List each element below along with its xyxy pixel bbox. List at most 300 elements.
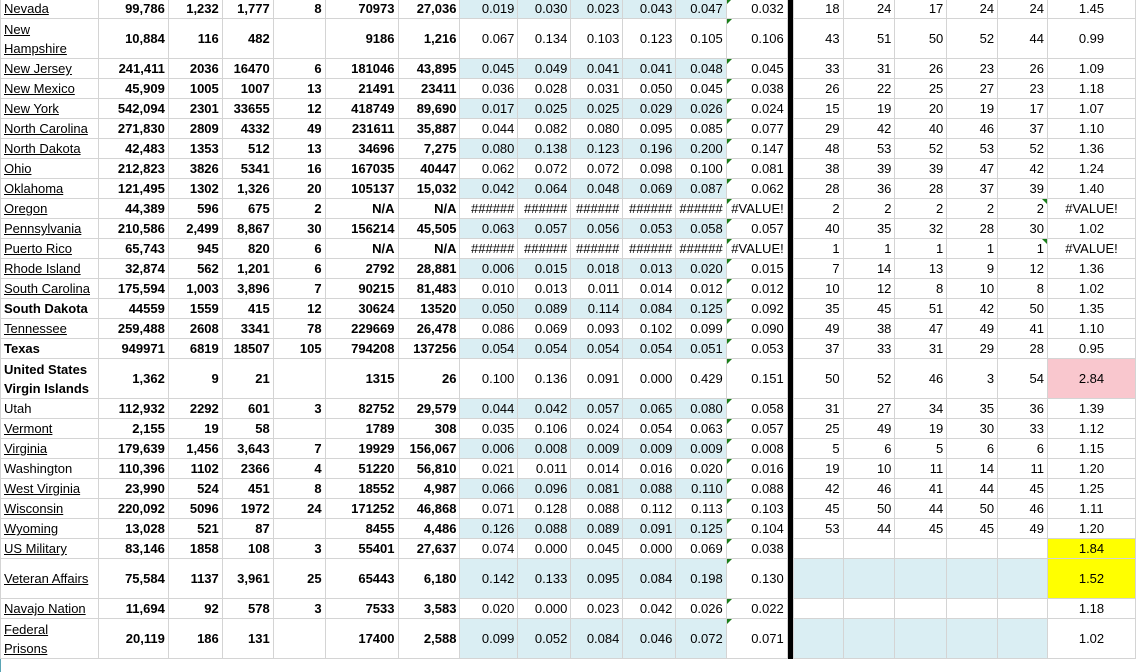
cell-rank-2[interactable] (843, 599, 895, 619)
cell-average-rate[interactable] (726, 359, 787, 399)
cell-rate-3[interactable]: 0.072 (571, 159, 623, 179)
hyperlink[interactable]: Wisconsin (4, 501, 64, 516)
cell-rank-5[interactable]: 52 (998, 139, 1048, 159)
cell-count-3[interactable]: 3,643 (222, 439, 273, 459)
cell-ratio[interactable]: #VALUE! (1048, 239, 1136, 259)
cell-rate-1[interactable]: 0.019 (460, 0, 518, 19)
cell-rank-5[interactable] (998, 619, 1048, 659)
cell-count-4[interactable]: 3 (273, 599, 325, 619)
cell-rate-4[interactable]: 0.013 (623, 259, 676, 279)
cell-rate-5[interactable]: ###### (676, 199, 726, 219)
cell-rate-4[interactable]: 0.054 (623, 339, 676, 359)
cell-rate-1[interactable]: 0.086 (460, 319, 518, 339)
cell-rate-1[interactable]: 0.100 (460, 359, 518, 399)
cell-average-rate[interactable] (726, 19, 787, 59)
cell-rate-1[interactable]: 0.099 (460, 619, 518, 659)
cell-rank-5[interactable]: 37 (998, 119, 1048, 139)
cell-rank-4[interactable] (947, 599, 998, 619)
cell-rate-1[interactable]: 0.062 (460, 159, 518, 179)
cell-count-3[interactable]: 601 (222, 399, 273, 419)
cell-count-3[interactable]: 415 (222, 299, 273, 319)
hyperlink[interactable]: North Dakota (4, 141, 81, 156)
cell-rate-5[interactable]: 0.125 (676, 299, 726, 319)
cell-rank-5[interactable]: 50 (998, 299, 1048, 319)
cell-count-5[interactable]: 34696 (325, 139, 398, 159)
cell-rate-4[interactable]: 0.014 (623, 279, 676, 299)
cell-count-3[interactable]: 675 (222, 199, 273, 219)
cell-rate-2[interactable]: 0.069 (518, 319, 571, 339)
cell-average-rate[interactable] (726, 519, 787, 539)
cell-rate-2[interactable]: ###### (518, 199, 571, 219)
cell-rate-1[interactable]: 0.080 (460, 139, 518, 159)
cell-count-2[interactable]: 1,456 (168, 439, 222, 459)
cell-count-3[interactable]: 1972 (222, 499, 273, 519)
cell-rate-3[interactable]: 0.048 (571, 179, 623, 199)
cell-rank-1[interactable]: 49 (793, 319, 843, 339)
cell-rank-3[interactable]: 20 (895, 99, 947, 119)
cell-count-4[interactable]: 4 (273, 459, 325, 479)
cell-count-5[interactable]: 1315 (325, 359, 398, 399)
cell-rank-4[interactable]: 44 (947, 479, 998, 499)
cell-rate-4[interactable]: 0.095 (623, 119, 676, 139)
cell-rate-2[interactable]: 0.000 (518, 539, 571, 559)
cell-count-2[interactable]: 1005 (168, 79, 222, 99)
hyperlink[interactable]: New Jersey (4, 61, 72, 76)
cell-count-4[interactable]: 3 (273, 539, 325, 559)
cell-rank-1[interactable] (793, 539, 843, 559)
cell-rank-5[interactable]: 39 (998, 179, 1048, 199)
cell-rate-5[interactable]: 0.051 (676, 339, 726, 359)
cell-count-5[interactable]: 105137 (325, 179, 398, 199)
hyperlink[interactable]: Virginia (4, 441, 48, 456)
cell-rank-4[interactable]: 42 (947, 299, 998, 319)
cell-count-3[interactable]: 18507 (222, 339, 273, 359)
cell-count-2[interactable]: 186 (168, 619, 222, 659)
cell-rank-3[interactable]: 47 (895, 319, 947, 339)
cell-jurisdiction-name[interactable] (1, 0, 99, 19)
cell-count-2[interactable]: 2809 (168, 119, 222, 139)
cell-rate-1[interactable]: 0.036 (460, 79, 518, 99)
cell-rank-3[interactable]: 8 (895, 279, 947, 299)
cell-rate-5[interactable]: 0.012 (676, 279, 726, 299)
cell-rate-1[interactable]: ###### (460, 239, 518, 259)
cell-rank-3[interactable]: 25 (895, 79, 947, 99)
cell-count-4[interactable]: 12 (273, 99, 325, 119)
cell-rate-4[interactable]: 0.065 (623, 399, 676, 419)
cell-rate-4[interactable]: 0.050 (623, 79, 676, 99)
cell-rate-2[interactable]: 0.052 (518, 619, 571, 659)
cell-rank-4[interactable]: 50 (947, 499, 998, 519)
cell-rate-1[interactable]: 0.126 (460, 519, 518, 539)
cell-count-1[interactable]: 112,932 (98, 399, 168, 419)
cell-rank-1[interactable]: 18 (793, 0, 843, 19)
cell-ratio[interactable]: 1.35 (1048, 299, 1136, 319)
cell-count-5[interactable]: 7533 (325, 599, 398, 619)
cell-rate-2[interactable]: 0.138 (518, 139, 571, 159)
cell-rank-2[interactable] (843, 559, 895, 599)
cell-rank-1[interactable]: 31 (793, 399, 843, 419)
cell-rank-2[interactable] (843, 619, 895, 659)
cell-rank-2[interactable]: 19 (843, 99, 895, 119)
cell-count-1[interactable]: 65,743 (98, 239, 168, 259)
cell-count-4[interactable]: 25 (273, 559, 325, 599)
cell-rate-3[interactable]: 0.045 (571, 539, 623, 559)
cell-rate-3[interactable]: 0.011 (571, 279, 623, 299)
cell-jurisdiction-name[interactable] (1, 59, 99, 79)
cell-count-6[interactable]: 6,180 (398, 559, 460, 599)
cell-rate-4[interactable]: 0.000 (623, 539, 676, 559)
cell-jurisdiction-name[interactable] (1, 519, 99, 539)
cell-rank-3[interactable]: 13 (895, 259, 947, 279)
cell-count-3[interactable]: 108 (222, 539, 273, 559)
cell-rate-4[interactable]: 0.042 (623, 599, 676, 619)
cell-ratio[interactable]: 1.12 (1048, 419, 1136, 439)
cell-count-5[interactable]: 181046 (325, 59, 398, 79)
cell-rank-4[interactable] (947, 539, 998, 559)
cell-rate-3[interactable]: 0.056 (571, 219, 623, 239)
cell-rank-1[interactable]: 26 (793, 79, 843, 99)
cell-count-6[interactable]: 13520 (398, 299, 460, 319)
cell-jurisdiction-name[interactable] (1, 279, 99, 299)
hyperlink[interactable]: North Carolina (4, 121, 88, 136)
cell-count-2[interactable]: 1137 (168, 559, 222, 599)
cell-count-2[interactable]: 1,232 (168, 0, 222, 19)
cell-rank-2[interactable]: 12 (843, 279, 895, 299)
cell-rate-1[interactable]: 0.074 (460, 539, 518, 559)
cell-count-4[interactable] (273, 419, 325, 439)
cell-count-1[interactable]: 10,884 (98, 19, 168, 59)
cell-average-rate[interactable] (726, 499, 787, 519)
cell-rank-5[interactable]: 26 (998, 59, 1048, 79)
cell-average-rate[interactable] (726, 119, 787, 139)
cell-count-2[interactable]: 2292 (168, 399, 222, 419)
cell-count-4[interactable]: 16 (273, 159, 325, 179)
cell-count-4[interactable] (273, 519, 325, 539)
cell-count-5[interactable]: N/A (325, 199, 398, 219)
cell-count-5[interactable]: 229669 (325, 319, 398, 339)
cell-rank-5[interactable]: 28 (998, 339, 1048, 359)
cell-rate-5[interactable]: 0.087 (676, 179, 726, 199)
cell-average-rate[interactable] (726, 139, 787, 159)
cell-rank-1[interactable] (793, 619, 843, 659)
cell-rank-1[interactable]: 50 (793, 359, 843, 399)
cell-rank-4[interactable]: 14 (947, 459, 998, 479)
cell-jurisdiction-name[interactable] (1, 299, 99, 319)
cell-ratio[interactable]: 1.18 (1048, 599, 1136, 619)
cell-count-4[interactable]: 12 (273, 299, 325, 319)
cell-rate-4[interactable]: 0.043 (623, 0, 676, 19)
cell-rank-2[interactable]: 36 (843, 179, 895, 199)
cell-rank-1[interactable]: 38 (793, 159, 843, 179)
cell-rate-2[interactable]: 0.136 (518, 359, 571, 399)
cell-ratio[interactable]: 1.84 (1048, 539, 1136, 559)
cell-rate-3[interactable]: 0.103 (571, 19, 623, 59)
cell-count-3[interactable]: 5341 (222, 159, 273, 179)
hyperlink[interactable]: Puerto Rico (4, 241, 72, 256)
cell-count-2[interactable]: 1353 (168, 139, 222, 159)
cell-rate-4[interactable]: 0.098 (623, 159, 676, 179)
cell-count-5[interactable]: 51220 (325, 459, 398, 479)
cell-rate-3[interactable]: 0.081 (571, 479, 623, 499)
cell-count-4[interactable]: 3 (273, 399, 325, 419)
hyperlink[interactable]: South Carolina (4, 281, 90, 296)
hyperlink[interactable]: Rhode Island (4, 261, 81, 276)
cell-rank-5[interactable] (998, 559, 1048, 599)
cell-count-1[interactable]: 241,411 (98, 59, 168, 79)
cell-rank-5[interactable]: 46 (998, 499, 1048, 519)
cell-count-3[interactable]: 4332 (222, 119, 273, 139)
cell-rate-5[interactable]: 0.072 (676, 619, 726, 659)
cell-rate-5[interactable]: 0.026 (676, 599, 726, 619)
cell-rate-1[interactable]: 0.044 (460, 119, 518, 139)
cell-rate-4[interactable]: 0.046 (623, 619, 676, 659)
cell-average-rate[interactable] (726, 199, 787, 219)
cell-ratio[interactable]: 1.15 (1048, 439, 1136, 459)
cell-count-5[interactable]: 2792 (325, 259, 398, 279)
cell-count-5[interactable]: 171252 (325, 499, 398, 519)
cell-count-1[interactable]: 75,584 (98, 559, 168, 599)
cell-rank-4[interactable]: 10 (947, 279, 998, 299)
cell-count-5[interactable]: 1789 (325, 419, 398, 439)
cell-average-rate[interactable] (726, 559, 787, 599)
cell-rate-3[interactable]: ###### (571, 199, 623, 219)
cell-jurisdiction-name[interactable] (1, 539, 99, 559)
cell-rank-2[interactable]: 50 (843, 499, 895, 519)
cell-rate-4[interactable]: 0.196 (623, 139, 676, 159)
cell-ratio[interactable]: 1.07 (1048, 99, 1136, 119)
cell-rank-4[interactable] (947, 559, 998, 599)
cell-rate-5[interactable]: 0.105 (676, 19, 726, 59)
cell-jurisdiction-name[interactable] (1, 79, 99, 99)
cell-average-rate[interactable] (726, 319, 787, 339)
cell-count-6[interactable]: 27,036 (398, 0, 460, 19)
cell-rank-1[interactable]: 10 (793, 279, 843, 299)
cell-rank-4[interactable]: 24 (947, 0, 998, 19)
cell-count-6[interactable]: 43,895 (398, 59, 460, 79)
cell-average-rate[interactable] (726, 259, 787, 279)
cell-rate-3[interactable]: 0.009 (571, 439, 623, 459)
cell-rate-3[interactable]: 0.054 (571, 339, 623, 359)
cell-rate-2[interactable]: 0.096 (518, 479, 571, 499)
cell-rate-1[interactable]: 0.006 (460, 259, 518, 279)
hyperlink[interactable]: Ohio (4, 161, 32, 176)
cell-count-1[interactable]: 121,495 (98, 179, 168, 199)
cell-average-rate[interactable] (726, 439, 787, 459)
cell-rate-2[interactable]: 0.054 (518, 339, 571, 359)
cell-count-2[interactable]: 1,003 (168, 279, 222, 299)
cell-count-4[interactable]: 24 (273, 499, 325, 519)
cell-count-6[interactable]: 40447 (398, 159, 460, 179)
cell-rank-2[interactable]: 2 (843, 199, 895, 219)
cell-rate-2[interactable]: 0.133 (518, 559, 571, 599)
cell-ratio[interactable]: 1.25 (1048, 479, 1136, 499)
cell-rate-5[interactable]: 0.110 (676, 479, 726, 499)
cell-ratio[interactable]: 1.24 (1048, 159, 1136, 179)
cell-count-3[interactable]: 131 (222, 619, 273, 659)
cell-count-3[interactable]: 3,961 (222, 559, 273, 599)
cell-rank-4[interactable]: 35 (947, 399, 998, 419)
cell-count-1[interactable]: 99,786 (98, 0, 168, 19)
hyperlink[interactable]: Tennessee (4, 321, 67, 336)
cell-count-4[interactable] (273, 359, 325, 399)
cell-average-rate[interactable] (726, 159, 787, 179)
cell-count-4[interactable]: 20 (273, 179, 325, 199)
cell-rank-5[interactable]: 41 (998, 319, 1048, 339)
cell-jurisdiction-name[interactable] (1, 499, 99, 519)
cell-rank-3[interactable] (895, 599, 947, 619)
cell-count-5[interactable]: 9186 (325, 19, 398, 59)
cell-rank-1[interactable]: 5 (793, 439, 843, 459)
cell-rank-5[interactable]: 54 (998, 359, 1048, 399)
cell-jurisdiction-name[interactable] (1, 419, 99, 439)
cell-ratio[interactable]: 1.36 (1048, 139, 1136, 159)
cell-rank-4[interactable]: 47 (947, 159, 998, 179)
cell-rank-5[interactable]: 44 (998, 19, 1048, 59)
cell-count-6[interactable]: 81,483 (398, 279, 460, 299)
cell-ratio[interactable]: #VALUE! (1048, 199, 1136, 219)
cell-rank-5[interactable] (998, 539, 1048, 559)
cell-rank-4[interactable]: 28 (947, 219, 998, 239)
cell-rate-2[interactable]: 0.011 (518, 459, 571, 479)
cell-rank-1[interactable]: 42 (793, 479, 843, 499)
cell-average-rate[interactable] (726, 99, 787, 119)
cell-rate-3[interactable]: 0.080 (571, 119, 623, 139)
cell-rate-1[interactable]: 0.067 (460, 19, 518, 59)
cell-count-6[interactable]: 26 (398, 359, 460, 399)
cell-count-5[interactable]: 18552 (325, 479, 398, 499)
cell-rank-3[interactable]: 41 (895, 479, 947, 499)
cell-count-5[interactable]: 90215 (325, 279, 398, 299)
cell-rank-3[interactable]: 50 (895, 19, 947, 59)
cell-rate-5[interactable]: 0.020 (676, 259, 726, 279)
cell-jurisdiction-name[interactable] (1, 339, 99, 359)
cell-rate-3[interactable]: 0.123 (571, 139, 623, 159)
cell-rank-5[interactable]: 8 (998, 279, 1048, 299)
cell-count-5[interactable]: 82752 (325, 399, 398, 419)
cell-rate-1[interactable]: 0.044 (460, 399, 518, 419)
cell-average-rate[interactable] (726, 239, 787, 259)
cell-rank-2[interactable]: 52 (843, 359, 895, 399)
cell-rate-4[interactable]: 0.053 (623, 219, 676, 239)
cell-count-3[interactable]: 16470 (222, 59, 273, 79)
cell-rate-3[interactable]: 0.025 (571, 99, 623, 119)
cell-rank-5[interactable]: 42 (998, 159, 1048, 179)
cell-count-2[interactable]: 945 (168, 239, 222, 259)
cell-rank-5[interactable] (998, 599, 1048, 619)
cell-count-6[interactable]: 2,588 (398, 619, 460, 659)
cell-count-6[interactable]: 56,810 (398, 459, 460, 479)
cell-count-2[interactable]: 116 (168, 19, 222, 59)
cell-count-3[interactable]: 1,777 (222, 0, 273, 19)
cell-jurisdiction-name[interactable] (1, 119, 99, 139)
cell-count-1[interactable]: 44559 (98, 299, 168, 319)
cell-rank-3[interactable] (895, 619, 947, 659)
cell-rank-2[interactable]: 14 (843, 259, 895, 279)
cell-rate-4[interactable]: 0.102 (623, 319, 676, 339)
cell-count-1[interactable]: 542,094 (98, 99, 168, 119)
cell-rate-3[interactable]: 0.023 (571, 599, 623, 619)
cell-rank-2[interactable]: 6 (843, 439, 895, 459)
cell-rate-1[interactable]: 0.050 (460, 299, 518, 319)
hyperlink[interactable]: Oklahoma (4, 181, 64, 196)
cell-count-4[interactable]: 6 (273, 259, 325, 279)
cell-count-5[interactable]: 21491 (325, 79, 398, 99)
cell-count-1[interactable]: 949971 (98, 339, 168, 359)
cell-rank-4[interactable]: 6 (947, 439, 998, 459)
cell-rank-4[interactable]: 1 (947, 239, 998, 259)
cell-count-1[interactable]: 1,362 (98, 359, 168, 399)
cell-count-1[interactable]: 271,830 (98, 119, 168, 139)
cell-rank-3[interactable]: 19 (895, 419, 947, 439)
cell-jurisdiction-name[interactable] (1, 239, 99, 259)
cell-rank-4[interactable]: 19 (947, 99, 998, 119)
cell-rate-2[interactable]: 0.064 (518, 179, 571, 199)
cell-rate-5[interactable]: 0.085 (676, 119, 726, 139)
cell-rate-2[interactable]: ###### (518, 239, 571, 259)
cell-rate-2[interactable]: 0.015 (518, 259, 571, 279)
cell-count-6[interactable]: 156,067 (398, 439, 460, 459)
cell-count-2[interactable]: 3826 (168, 159, 222, 179)
cell-rank-1[interactable] (793, 559, 843, 599)
cell-rank-3[interactable] (895, 559, 947, 599)
cell-count-2[interactable]: 2608 (168, 319, 222, 339)
cell-rank-1[interactable]: 40 (793, 219, 843, 239)
cell-jurisdiction-name[interactable] (1, 559, 99, 599)
hyperlink[interactable]: Veteran Affairs (4, 571, 89, 586)
cell-count-5[interactable]: N/A (325, 239, 398, 259)
hyperlink[interactable]: New York (4, 101, 59, 116)
cell-count-6[interactable]: 308 (398, 419, 460, 439)
cell-rank-1[interactable]: 48 (793, 139, 843, 159)
cell-count-6[interactable]: 28,881 (398, 259, 460, 279)
cell-rate-4[interactable]: ###### (623, 239, 676, 259)
cell-rate-1[interactable]: 0.006 (460, 439, 518, 459)
cell-jurisdiction-name[interactable] (1, 199, 99, 219)
cell-rate-2[interactable]: 0.134 (518, 19, 571, 59)
cell-count-3[interactable]: 87 (222, 519, 273, 539)
cell-rate-4[interactable]: 0.041 (623, 59, 676, 79)
cell-rate-4[interactable]: ###### (623, 199, 676, 219)
cell-rate-5[interactable]: 0.048 (676, 59, 726, 79)
cell-rate-5[interactable]: 0.026 (676, 99, 726, 119)
cell-count-5[interactable]: 17400 (325, 619, 398, 659)
cell-count-3[interactable]: 58 (222, 419, 273, 439)
cell-count-6[interactable]: 46,868 (398, 499, 460, 519)
cell-count-3[interactable]: 578 (222, 599, 273, 619)
cell-rank-2[interactable]: 51 (843, 19, 895, 59)
cell-count-4[interactable]: 30 (273, 219, 325, 239)
cell-rate-2[interactable]: 0.128 (518, 499, 571, 519)
cell-count-1[interactable]: 23,990 (98, 479, 168, 499)
cell-rank-2[interactable]: 49 (843, 419, 895, 439)
cell-rank-3[interactable]: 44 (895, 499, 947, 519)
cell-rank-5[interactable]: 11 (998, 459, 1048, 479)
cell-ratio[interactable]: 1.40 (1048, 179, 1136, 199)
cell-jurisdiction-name[interactable] (1, 399, 99, 419)
cell-rate-3[interactable]: 0.114 (571, 299, 623, 319)
hyperlink[interactable]: Vermont (4, 421, 53, 436)
cell-rank-2[interactable]: 53 (843, 139, 895, 159)
hyperlink[interactable]: Pennsylvania (4, 221, 82, 236)
cell-rank-2[interactable]: 42 (843, 119, 895, 139)
cell-rank-5[interactable]: 17 (998, 99, 1048, 119)
cell-rank-1[interactable]: 28 (793, 179, 843, 199)
cell-rate-5[interactable]: 0.080 (676, 399, 726, 419)
cell-rank-5[interactable]: 45 (998, 479, 1048, 499)
cell-average-rate[interactable] (726, 179, 787, 199)
cell-rank-5[interactable] (998, 199, 1048, 219)
cell-rank-4[interactable]: 46 (947, 119, 998, 139)
